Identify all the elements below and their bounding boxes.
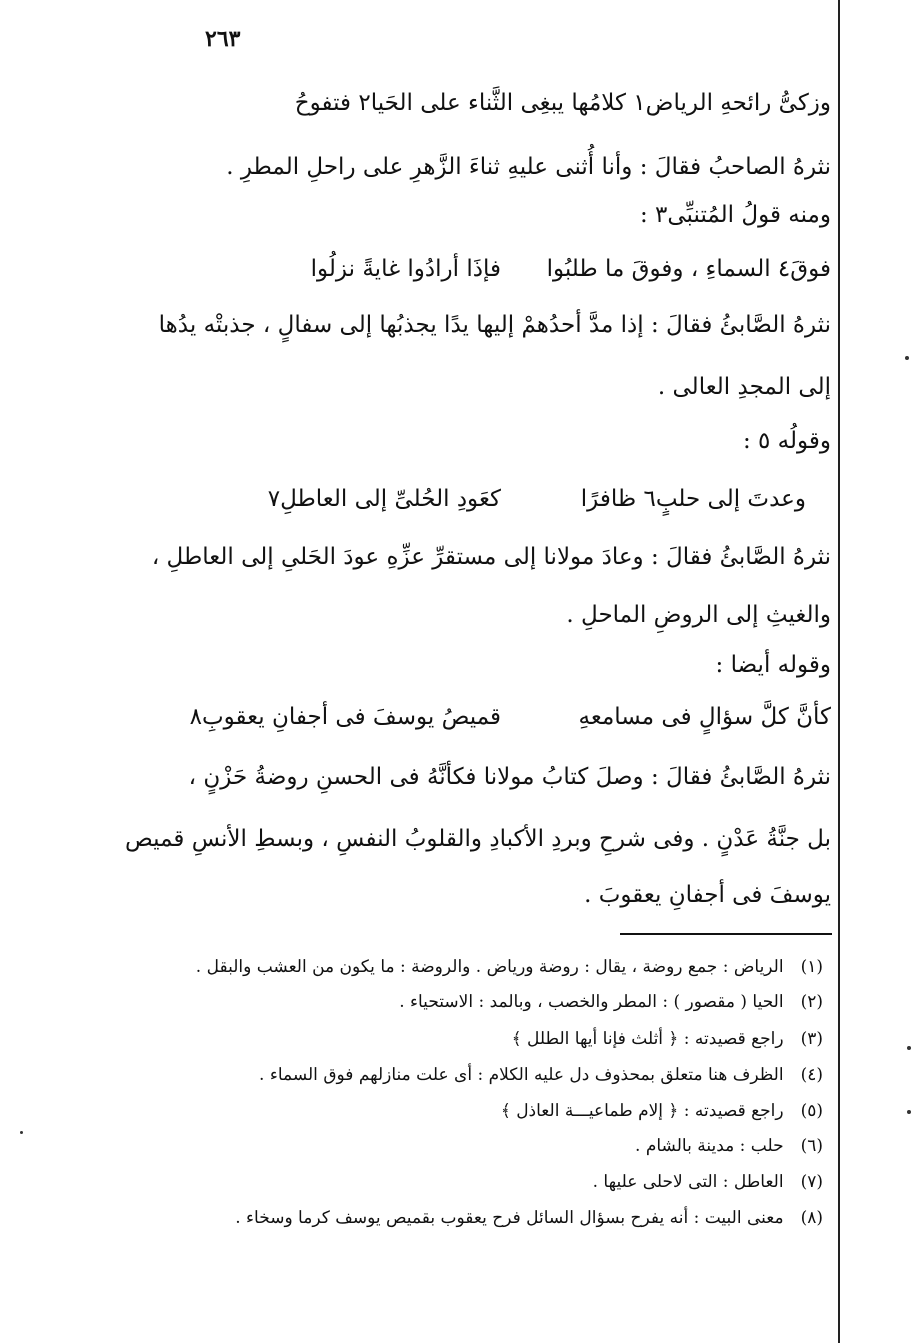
verse-2 (131, 484, 831, 514)
text-line-13: نثرهُ الصَّابئُ فقالَ : وصلَ كتابُ مولانا فكأنَّهُ فى الحسنِ روضةُ حَزْنٍ ، (188, 764, 831, 790)
text-line-6: إلى المجدِ العالى . (657, 374, 831, 400)
text-line-9: نثرهُ الصَّابئُ فقالَ : وعادَ مولانا إلى مستقرِّ عزِّهِ عودَ الحَلىِ إلى العاطلِ ، (151, 544, 831, 570)
footnote-number: (٢) (800, 992, 823, 1012)
page-number: ٢٦٣ (205, 26, 241, 52)
verse-2-first-hemistich: وعدتَ إلى حلبٍ٦ ظافرًا (580, 486, 806, 512)
verse-1-second-hemistich: فإذَا أرادُوا غايةً نزلُوا (310, 256, 501, 282)
footnote-5 (143, 1099, 823, 1123)
footnote-text: معنى البيت : أنه يفرح بسؤال السائل فرح يعقوب بقميص يوسف كرما وسخاء . (235, 1208, 784, 1228)
footnote-number: (٦) (800, 1136, 823, 1156)
scan-speck (20, 1131, 23, 1134)
footnote-number: (٥) (800, 1101, 823, 1121)
footnote-text: الظرف هنا متعلق بمحذوف دل عليه الكلام : أى علت منازلهم فوق السماء . (259, 1065, 784, 1085)
text-line-2: نثرهُ الصاحبُ فقالَ : وأنا أُثنى عليهِ ثناءَ الزَّهرِ على راحلِ المطرِ . (226, 154, 831, 180)
footnote-number: (٧) (800, 1172, 823, 1192)
verse-1 (131, 254, 831, 284)
footnote-8 (143, 1206, 823, 1230)
footnote-3 (143, 1027, 823, 1051)
footnote-text: راجع قصيدته : ﴿ إلام طماعيـــة العاذل ﴾ (500, 1101, 784, 1121)
verse-1-first-hemistich: فوقَ٤ السماءِ ، وفوقَ ما طلبُوا (546, 256, 831, 282)
text-line-11: وقوله أيضا : (715, 652, 831, 678)
footnote-number: (١) (800, 957, 823, 977)
verse-3-first-hemistich: كأنَّ كلَّ سؤالٍ فى مسامعهِ (578, 704, 831, 730)
footnote-text: الرياض : جمع روضة ، يقال : روضة ورياض . والروضة : ما يكون من العشب والبقل . (195, 957, 784, 977)
footnote-6 (143, 1134, 823, 1158)
text-line-5: نثرهُ الصَّابئُ فقالَ : إذا مدَّ أحدُهمْ إليها يدًا يجذبُها إلى سفالٍ ، جذبتْه يدُها (158, 312, 831, 338)
scan-speck (905, 356, 909, 360)
footnote-number: (٤) (800, 1065, 823, 1085)
text-line-1: وزكىُّ رائحهِ الرياض١ كلامُها يبغِى الثَّناء على الحَيا٢ فتفوحُ (294, 90, 831, 116)
footnote-2 (143, 990, 823, 1014)
footnote-text: الحيا ( مقصور ) : المطر والخصب ، وبالمد : الاستحياء . (399, 992, 784, 1012)
scan-speck (907, 1110, 911, 1114)
footnote-4 (143, 1063, 823, 1087)
verse-3 (131, 702, 831, 732)
text-line-15: يوسفَ فى أجفانِ يعقوبَ . (584, 882, 831, 908)
text-line-7: وقولُه ٥ : (742, 428, 831, 454)
footnote-number: (٣) (800, 1029, 823, 1049)
scan-speck (907, 1046, 911, 1050)
footnote-7 (143, 1170, 823, 1194)
footnote-text: راجع قصيدته : ﴿ أثلث فإنا أيها الطلل ﴾ (511, 1029, 784, 1049)
footnote-1 (143, 955, 823, 979)
verse-3-second-hemistich: قميصُ يوسفَ فى أجفانِ يعقوبِ٨ (189, 704, 501, 730)
verse-2-second-hemistich: كعَودِ الحُلىِّ إلى العاطلِ٧ (267, 486, 501, 512)
footnote-number: (٨) (800, 1208, 823, 1228)
footnote-text: حلب : مدينة بالشام . (635, 1136, 784, 1156)
footnote-text: العاطل : التى لاحلى عليها . (592, 1172, 784, 1192)
text-line-10: والغيثِ إلى الروضِ الماحلِ . (566, 602, 831, 628)
text-line-3: ومنه قولُ المُتنبِّى٣ : (639, 202, 831, 228)
text-line-14: بل جنَّةُ عَدْنٍ . وفى شرحِ وبردِ الأكبادِ والقلوبُ النفسِ ، وبسطِ الأنسِ قميص (124, 826, 831, 852)
footnote-separator (620, 933, 832, 935)
page-edge-rule (838, 0, 840, 1343)
